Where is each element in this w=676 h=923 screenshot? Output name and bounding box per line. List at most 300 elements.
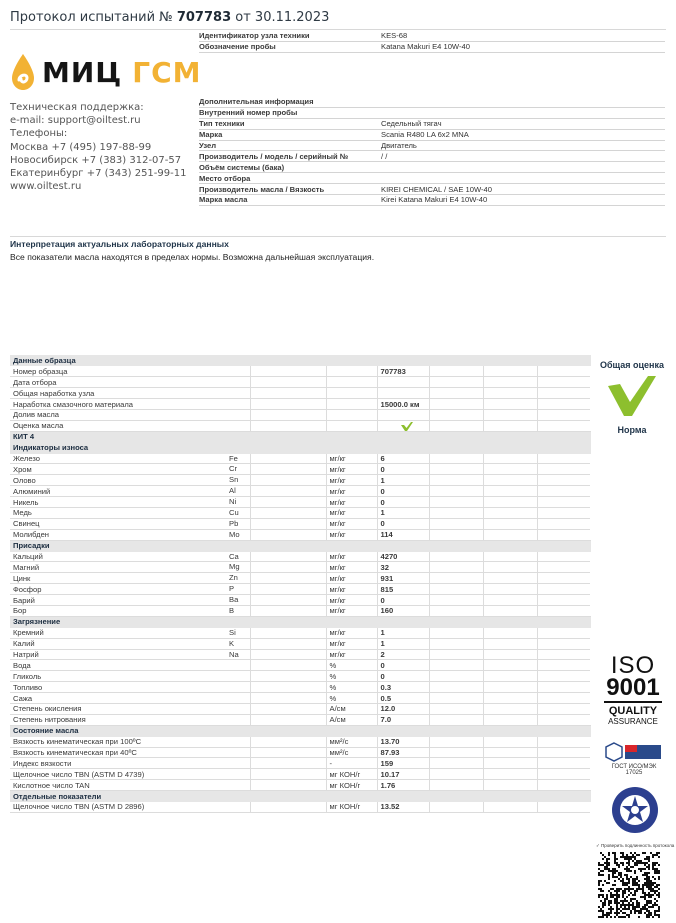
qr-module (612, 884, 614, 886)
cell (429, 769, 483, 780)
overall-assessment (596, 360, 668, 435)
cell (429, 475, 483, 486)
cell (537, 497, 590, 508)
cell (377, 791, 429, 802)
row-value: 114 (377, 529, 429, 540)
qr-module (600, 910, 602, 912)
info-label: Узел (199, 141, 217, 150)
info-row (199, 141, 665, 152)
qr-module (644, 892, 646, 894)
row-value: 12.0 (377, 704, 429, 715)
cell (326, 442, 377, 453)
unit: мг КОН/г (326, 780, 377, 791)
qr-module (614, 884, 616, 886)
qr-module (622, 912, 624, 914)
row-value: 0.3 (377, 682, 429, 693)
verify-protocol-caption[interactable]: ✓ Проверить подлинность протокола (596, 843, 675, 848)
table-row (10, 388, 590, 399)
cell (429, 377, 483, 388)
qr-module (624, 898, 626, 900)
qr-module (612, 874, 614, 876)
section-heading: Данные образца (10, 355, 250, 366)
qr-module (634, 872, 636, 874)
info-label: Обозначение пробы (199, 42, 276, 52)
cell (250, 780, 326, 791)
row-value: 4270 (377, 551, 429, 562)
qr-module (646, 916, 648, 918)
gost-accreditation-badge: ГОСТ ИСО/МЭК 17025 (604, 742, 664, 776)
qr-module (630, 888, 632, 890)
info-value: Katana Makuri E4 10W-40 (381, 42, 470, 52)
cell (483, 355, 537, 366)
verification-qr-code[interactable] (598, 852, 660, 918)
cell (537, 758, 590, 769)
qr-module (598, 872, 600, 874)
table-row (10, 714, 590, 725)
qr-module (652, 856, 654, 858)
cell (326, 388, 377, 399)
info-row (199, 42, 665, 53)
cell (483, 682, 537, 693)
cell (377, 725, 429, 736)
cell (483, 540, 537, 551)
qr-module (608, 862, 610, 864)
qr-module (614, 870, 616, 872)
cell (483, 573, 537, 584)
qr-module (614, 868, 616, 870)
table-row (10, 758, 590, 769)
qr-module (602, 912, 604, 914)
cell (429, 638, 483, 649)
qr-module (628, 894, 630, 896)
cell (250, 747, 326, 758)
unit: - (326, 758, 377, 769)
qr-module (624, 874, 626, 876)
qr-module (658, 914, 660, 916)
qr-module (648, 886, 650, 888)
qr-module (624, 900, 626, 902)
qr-module (608, 852, 610, 854)
row-value: 1 (377, 627, 429, 638)
table-row (10, 399, 590, 410)
cell (483, 497, 537, 508)
row-value: 0 (377, 464, 429, 475)
qr-module (600, 888, 602, 890)
qr-module (638, 854, 640, 856)
row-name: Хром Cr (10, 464, 250, 475)
cell (250, 573, 326, 584)
qr-module (620, 874, 622, 876)
cell (250, 605, 326, 616)
qr-module (612, 894, 614, 896)
row-name: Степень нитрования (10, 714, 250, 725)
qr-module (616, 896, 618, 898)
info-label: Место отбора (199, 173, 251, 183)
table-row (10, 747, 590, 758)
cell (537, 409, 590, 420)
cell (483, 409, 537, 420)
qr-module (624, 882, 626, 884)
qr-module (656, 900, 658, 902)
info-value: Двигатель (381, 141, 417, 150)
qr-module (624, 888, 626, 890)
cell (483, 507, 537, 518)
qr-module (608, 864, 610, 866)
qr-module (600, 894, 602, 896)
qr-module (612, 876, 614, 878)
qr-module (612, 888, 614, 890)
qr-module (624, 904, 626, 906)
qr-module (636, 876, 638, 878)
qr-module (618, 916, 620, 918)
qr-module (598, 882, 600, 884)
row-name: Щелочное число TBN (ASTM D 4739) (10, 769, 250, 780)
cell (250, 388, 326, 399)
table-row (10, 366, 590, 377)
qr-module (602, 902, 604, 904)
qr-module (632, 882, 634, 884)
qr-module (648, 858, 650, 860)
cell (537, 638, 590, 649)
row-name: Молибден Mo (10, 529, 250, 540)
qr-module (642, 888, 644, 890)
unit: мг КОН/г (326, 802, 377, 813)
row-name: Вязкость кинематическая при 40ºС (10, 747, 250, 758)
cell (429, 736, 483, 747)
cell (483, 627, 537, 638)
qr-module (646, 908, 648, 910)
qr-module (616, 894, 618, 896)
cell (483, 595, 537, 606)
qr-module (658, 856, 660, 858)
cell (429, 486, 483, 497)
qr-module (628, 904, 630, 906)
qr-module (610, 900, 612, 902)
info-label: Тип техники (199, 119, 245, 129)
qr-module (648, 896, 650, 898)
qr-module (602, 894, 604, 896)
unit: мг/кг (326, 453, 377, 464)
row-name: Кальций Ca (10, 551, 250, 562)
cell (326, 399, 377, 410)
qr-module (624, 856, 626, 858)
qr-module (652, 890, 654, 892)
cell (537, 704, 590, 715)
qr-module (658, 876, 660, 878)
info-value: Kirei Katana Makuri E4 10W-40 (381, 195, 488, 205)
qr-module (600, 864, 602, 866)
table-row (10, 627, 590, 638)
table-row (10, 671, 590, 682)
cell (250, 584, 326, 595)
qr-module (624, 906, 626, 908)
cell (250, 714, 326, 725)
cell (250, 660, 326, 671)
unit: мг/кг (326, 551, 377, 562)
element-symbol: Si (229, 627, 236, 637)
qr-module (604, 866, 606, 868)
info-label: Объём системы (бака) (199, 162, 285, 172)
cell (483, 649, 537, 660)
table-row (10, 595, 590, 606)
qr-module (622, 890, 624, 892)
qr-module (604, 898, 606, 900)
qr-module (648, 900, 650, 902)
qr-module (614, 880, 616, 882)
qr-module (610, 896, 612, 898)
qr-module (654, 914, 656, 916)
qr-module (644, 864, 646, 866)
qr-module (622, 854, 624, 856)
qr-module (618, 864, 620, 866)
qr-module (614, 876, 616, 878)
qr-module (650, 890, 652, 892)
qr-module (648, 860, 650, 862)
cell (250, 616, 326, 627)
cell (250, 529, 326, 540)
qr-module (626, 908, 628, 910)
qr-module (608, 914, 610, 916)
contact-line: Екатеринбург +7 (343) 251-99-11 (10, 168, 187, 180)
qr-module (628, 882, 630, 884)
row-value: 0 (377, 518, 429, 529)
qr-module (648, 906, 650, 908)
info-label: Производитель масла / Вязкость (199, 184, 325, 194)
unit: % (326, 682, 377, 693)
qr-module (646, 910, 648, 912)
qr-module (628, 860, 630, 862)
cell (429, 518, 483, 529)
row-value: 160 (377, 605, 429, 616)
row-name: Оценка масла (10, 420, 250, 431)
qr-module (630, 910, 632, 912)
qr-module (626, 856, 628, 858)
contact-line[interactable]: e-mail: support@oiltest.ru (10, 115, 141, 127)
protocol-title: Протокол испытаний № 707783 от 30.11.2023 (10, 10, 330, 25)
qr-module (642, 886, 644, 888)
qr-module (630, 912, 632, 914)
qr-module (622, 894, 624, 896)
overall-heading: Общая оценка (599, 360, 664, 370)
qr-module (650, 880, 652, 882)
qr-module (630, 856, 632, 858)
table-row (10, 464, 590, 475)
qr-module (620, 906, 622, 908)
cell (429, 802, 483, 813)
qr-module (632, 854, 634, 856)
cell (483, 442, 537, 453)
qr-module (614, 872, 616, 874)
cell (250, 802, 326, 813)
qr-module (618, 878, 620, 880)
qr-module (610, 916, 612, 918)
info-value: Седельный тягач (381, 119, 442, 129)
qr-module (644, 894, 646, 896)
cell (429, 682, 483, 693)
qr-module (648, 914, 650, 916)
cell (537, 747, 590, 758)
row-value: 13.70 (377, 736, 429, 747)
qr-module (616, 898, 618, 900)
qr-module (634, 878, 636, 880)
qr-module (620, 872, 622, 874)
divider (10, 236, 666, 237)
qr-module (622, 904, 624, 906)
cell (250, 704, 326, 715)
qr-module (626, 874, 628, 876)
qr-module (658, 908, 660, 910)
qr-module (626, 882, 628, 884)
cell (537, 671, 590, 682)
table-row (10, 518, 590, 529)
cell (429, 388, 483, 399)
qr-module (650, 888, 652, 890)
qr-module (640, 868, 642, 870)
qr-module (618, 908, 620, 910)
qr-module (606, 898, 608, 900)
qr-module (628, 880, 630, 882)
qr-module (604, 868, 606, 870)
qr-module (652, 854, 654, 856)
qr-module (622, 862, 624, 864)
cell (429, 627, 483, 638)
qr-module (646, 914, 648, 916)
qr-module (608, 900, 610, 902)
qr-module (610, 888, 612, 890)
cell (250, 627, 326, 638)
qr-module (616, 888, 618, 890)
info-value: KES-68 (381, 31, 408, 41)
qr-module (598, 868, 600, 870)
qr-module (658, 892, 660, 894)
qr-module (612, 896, 614, 898)
element-symbol: Zn (229, 573, 238, 583)
qr-module (656, 886, 658, 888)
qr-module (624, 908, 626, 910)
qr-module (608, 908, 610, 910)
qr-module (598, 916, 600, 918)
unit: мг/кг (326, 464, 377, 475)
qr-module (642, 852, 644, 854)
shield-check-icon: ✓ (596, 843, 600, 848)
qr-module (632, 866, 634, 868)
qr-module (622, 882, 624, 884)
info-row (199, 130, 665, 141)
qr-module (608, 904, 610, 906)
element-symbol: Na (229, 649, 239, 659)
contact-line[interactable]: www.oiltest.ru (10, 181, 82, 193)
qr-module (648, 872, 650, 874)
table-row (10, 736, 590, 747)
qr-module (658, 872, 660, 874)
row-name: Магний Mg (10, 562, 250, 573)
qr-module (646, 858, 648, 860)
table-row (10, 497, 590, 508)
element-symbol: Sn (229, 475, 239, 485)
info-label: Марка масла (199, 195, 248, 205)
qr-module (604, 914, 606, 916)
qr-module (634, 864, 636, 866)
qr-module (646, 878, 648, 880)
qr-module (608, 882, 610, 884)
cell (429, 573, 483, 584)
info-label: Внутренний номер пробы (199, 108, 298, 118)
qr-module (648, 868, 650, 870)
info-row (199, 31, 665, 42)
qr-module (626, 868, 628, 870)
unit: мг КОН/г (326, 769, 377, 780)
info-row (199, 195, 665, 206)
qr-module (626, 904, 628, 906)
qr-module (632, 898, 634, 900)
qr-module (602, 890, 604, 892)
cell (429, 464, 483, 475)
qr-module (616, 900, 618, 902)
cell (250, 507, 326, 518)
qr-module (620, 888, 622, 890)
qr-module (602, 870, 604, 872)
qr-module (616, 902, 618, 904)
cell (250, 693, 326, 704)
qr-module (646, 884, 648, 886)
qr-module (622, 856, 624, 858)
qr-module (612, 908, 614, 910)
qr-module (654, 862, 656, 864)
qr-module (606, 894, 608, 896)
row-name: Олово Sn (10, 475, 250, 486)
qr-module (656, 904, 658, 906)
qr-module (614, 898, 616, 900)
qr-module (612, 872, 614, 874)
row-name: Вязкость кинематическая при 100ºС (10, 736, 250, 747)
qr-module (634, 898, 636, 900)
qr-module (630, 900, 632, 902)
section-heading-row (10, 616, 590, 627)
cell (429, 529, 483, 540)
cell (537, 388, 590, 399)
cell (537, 693, 590, 704)
qr-module (604, 900, 606, 902)
unit: А/см (326, 704, 377, 715)
row-name: Кислотное число TAN (10, 780, 250, 791)
row-name: Железо Fe (10, 453, 250, 464)
qr-module (602, 884, 604, 886)
qr-module (636, 860, 638, 862)
qr-module (628, 906, 630, 908)
qr-module (634, 908, 636, 910)
qr-module (646, 894, 648, 896)
row-name: Общая наработка узла (10, 388, 250, 399)
unit: мг/кг (326, 605, 377, 616)
cell (250, 671, 326, 682)
section-heading: Загрязнение (10, 616, 250, 627)
qr-module (634, 858, 636, 860)
qr-module (604, 904, 606, 906)
cell (537, 660, 590, 671)
cell (429, 747, 483, 758)
qr-module (598, 864, 600, 866)
cell (537, 573, 590, 584)
qr-module (652, 864, 654, 866)
qr-module (630, 858, 632, 860)
qr-module (656, 854, 658, 856)
row-name: Никель Ni (10, 497, 250, 508)
qr-module (600, 890, 602, 892)
table-row (10, 409, 590, 420)
element-symbol: Fe (229, 453, 238, 463)
qr-module (634, 910, 636, 912)
qr-module (648, 902, 650, 904)
